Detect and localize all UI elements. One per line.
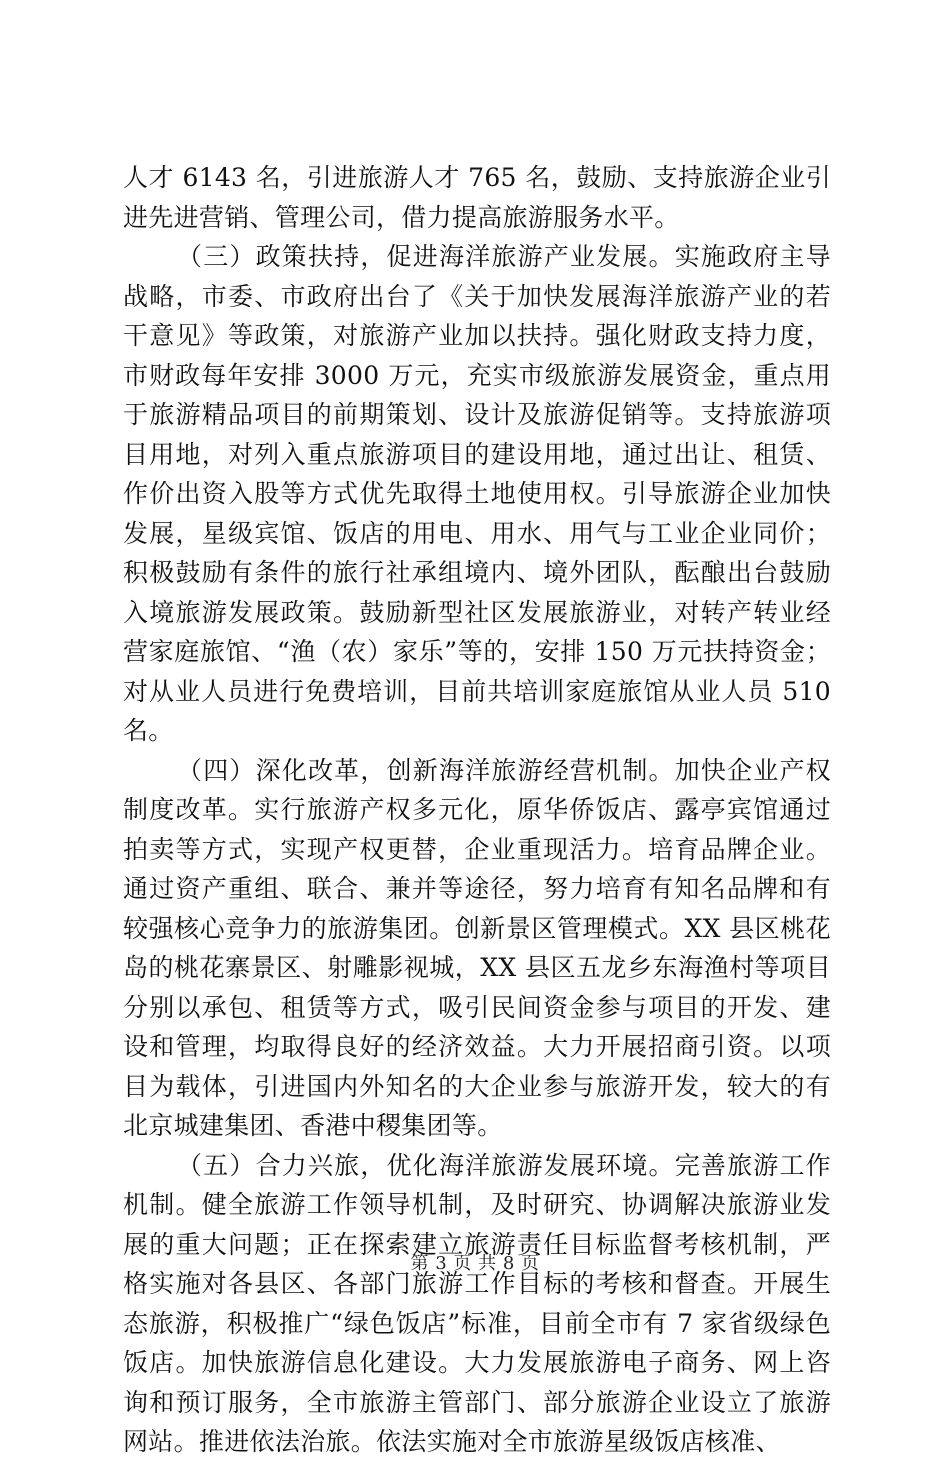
paragraph-section-3: （三）政策扶持，促进海洋旅游产业发展。实施政府主导战略，市委、市政府出台了《关于加快发展海洋旅游产业的若干意见》等政策，对旅游产业加以扶持。强化财政支持力度，市财政每年安排 3000 万元，充实市级旅游发展资金，重点用于旅游精品项目的前期策划、设计及旅游促销等。支持旅游项目用地，对列入重点旅游项目的建设用地，通过出让、租赁、作价出资入股等方式优先取得土地使用权。引导旅游企业加快发展，星级宾馆、饭店的用电、用水、用气与工业企业同价；积极鼓励有条件的旅行社承组境内、境外团队，酝酿出台鼓励入境旅游发展政策。鼓励新型社区发展旅游业，对转产转业经营家庭旅馆、“渔（农）家乐”等的，安排 150 万元扶持资金；对从业人员进行免费培训，目前共培训家庭旅馆从业人员 510 名。 [123,242,831,745]
paragraph-section-4: （四）深化改革，创新海洋旅游经营机制。加快企业产权制度改革。实行旅游产权多元化，原华侨饭店、露亭宾馆通过拍卖等方式，实现产权更替，企业重现活力。培育品牌企业。通过资产重组、联合、兼并等途径，努力培育有知名品牌和有较强核心竞争力的旅游集团。创新景区管理模式。XX 县区桃花岛的桃花寨景区、射雕影视城，XX 县区五龙乡东海渔村等项目分别以承包、租赁等方式，吸引民间资金参与项目的开发、建设和管理，均取得良好的经济效益。大力开展招商引资。以项目为载体，引进国内外知名的大企业参与旅游开发，较大的有北京城建集团、香港中稷集团等。 [123,755,831,1140]
paragraph-section-5: （五）合力兴旅，优化海洋旅游发展环境。完善旅游工作机制。健全旅游工作领导机制，及时研究、协调解决旅游业发展的重大问题；正在探索建立旅游责任目标监督考核机制，严格实施对各县区、各部门旅游工作目标的考核和督查。开展生态旅游，积极推广“绿色饭店”标准，目前全市有 7 家省级绿色饭店。加快旅游信息化建设。大力发展旅游电子商务、网上咨询和预订服务，全市旅游主管部门、部分旅游企业设立了旅游网站。推进依法治旅。依法实施对全市旅游星级饭店核准、 [123,1150,831,1456]
paragraph-continuation: 人才 6143 名，引进旅游人才 765 名，鼓励、支持旅游企业引进先进营销、管理公司，借力提高旅游服务水平。 [123,163,831,232]
page-footer: 第 3 页 共 8 页 [410,1253,540,1274]
